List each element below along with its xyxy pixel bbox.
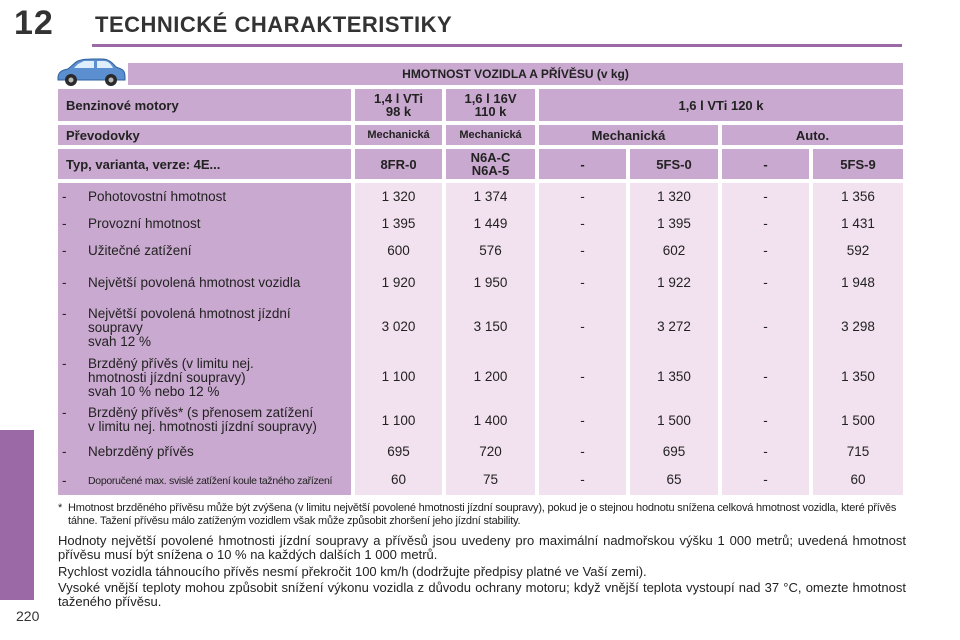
table-cell: 3 150 [473, 319, 508, 334]
gearbox-header: Mechanická [539, 125, 718, 145]
type-header: - [539, 149, 626, 179]
table-cell: - [580, 216, 585, 231]
table-row-label: - Nebrzděný přívěs [62, 444, 194, 459]
footnote [58, 502, 906, 528]
chapter-title: TECHNICKÉ CHARAKTERISTIKY [95, 12, 453, 37]
table-cell: 1 356 [841, 189, 875, 204]
table-row-label: - Užitečné zatížení [62, 243, 192, 258]
engine-header: 1,6 l VTi 120 k [539, 89, 903, 121]
table-cell: 1 100 [381, 413, 416, 428]
table-cell: - [763, 319, 768, 334]
table-row-label: - Brzděný přívěs* (s přenosem zatížení v limitu nej. hmotnosti jízdní soupravy) [62, 405, 317, 434]
table-cell: 1 320 [657, 189, 691, 204]
car-icon [54, 56, 126, 88]
table-cell: - [580, 472, 585, 487]
type-header: - [722, 149, 809, 179]
table-cell: 1 350 [841, 369, 875, 384]
table-cell: 60 [390, 472, 407, 487]
footnote-text: Hmotnost brzděného přívěsu může být zvýšena (v limitu největší povolené hmotnosti jízdní soupravy), pokud je o stejnou hodnotu snížena celková hmotnost vozidla, které přívěs táhne. Tažení přívěsu málo zatíženým vozidlem však může způsobit zhoršení jeho jízdní stability. [68, 502, 897, 527]
table-cell: - [763, 444, 768, 459]
table-cell: 60 [850, 472, 866, 487]
table-cell: 1 400 [473, 413, 508, 428]
table-cell: - [763, 369, 768, 384]
engines-label: Benzinové motory [58, 89, 351, 121]
page-number: 220 [16, 608, 40, 624]
table-cell: 695 [387, 444, 410, 459]
table-cell: 3 272 [657, 319, 691, 334]
gearbox-header: Mechanická [355, 125, 442, 145]
type-header: 5FS-9 [813, 149, 903, 179]
table-row-label: - Provozní hmotnost [62, 216, 201, 231]
type-header: 5FS-0 [630, 149, 718, 179]
table-cell: - [763, 216, 768, 231]
type-header: N6A-C N6A-5 [446, 149, 535, 179]
table-cell: 65 [666, 472, 682, 487]
table-cell: - [763, 275, 768, 290]
table-cell: - [580, 369, 585, 384]
table-cell: 602 [662, 243, 686, 258]
table-cell: - [763, 413, 768, 428]
table-cell: 1 100 [381, 369, 416, 384]
table-cell: 1 395 [381, 216, 416, 231]
table-cell: 1 431 [841, 216, 875, 231]
table-cell: 75 [482, 472, 499, 487]
gearbox-header: Mechanická [446, 125, 535, 145]
paragraph-speed: Rychlost vozidla táhnoucího přívěs nesmí překročit 100 km/h (dodržujte předpisy platné ve Vaší zemi). [58, 564, 647, 579]
table-cell: 715 [846, 444, 870, 459]
table-cell: - [580, 243, 585, 258]
paragraph-altitude: Hodnoty největší povolené hmotnosti jízdní soupravy a přívěsů jsou uvedeny pro maximální nadmořskou výšku 1 000 metrů; uvedená hmotnost přívěsu musí být snížena o 10 % na každých dalších 1 000 metrů. [58, 533, 906, 562]
table-cell: - [580, 413, 585, 428]
table-cell: 1 449 [473, 216, 508, 231]
chapter-number: 12 [14, 4, 54, 42]
footnote-star: * [58, 502, 63, 514]
chapter-side-tab [0, 430, 34, 600]
table-row-label: - Brzděný přívěs (v limitu nej. hmotnosti jízdní soupravy) svah 10 % nebo 12 % [62, 356, 254, 399]
table-cell: - [763, 189, 768, 204]
table-title: HMOTNOST VOZIDLA A PŘÍVĚSU (v kg) [128, 63, 903, 85]
table-cell: 1 320 [381, 189, 416, 204]
table-cell: 695 [662, 444, 686, 459]
table-cell: 1 374 [473, 189, 508, 204]
engine-header: 1,4 l VTi 98 k [355, 89, 442, 121]
table-cell: 1 350 [657, 369, 691, 384]
type-header: 8FR-0 [355, 149, 442, 179]
table-cell: 1 395 [657, 216, 691, 231]
table-row-label: - Největší povolená hmotnost jízdní soupravy svah 12 % [62, 306, 291, 349]
table-cell: 1 920 [381, 275, 416, 290]
table-cell: - [580, 275, 585, 290]
gearbox-header: Auto. [722, 125, 903, 145]
table-cell: 1 948 [841, 275, 875, 290]
table-cell: - [580, 319, 585, 334]
table-row-label: - Doporučené max. svislé zatížení koule tažného zařízení [62, 473, 333, 488]
table-cell: 1 200 [473, 369, 508, 384]
paragraph-temperature: Vysoké vnější teploty mohou způsobit snížení výkonu vozidla z důvodu ochrany motoru; když vnější teplota vystoupí nad 37 °C, omezte hmotnost taženého přívěsu. [58, 580, 906, 609]
gearbox-label: Převodovky [58, 125, 351, 145]
table-cell: 1 950 [473, 275, 508, 290]
table-row-label: - Pohotovostní hmotnost [62, 189, 227, 204]
type-label: Typ, varianta, verze: 4E... [58, 149, 351, 179]
engine-header: 1,6 l 16V 110 k [446, 89, 535, 121]
table-cell: 1 922 [657, 275, 691, 290]
table-cell: - [763, 472, 768, 487]
table-cell: 720 [479, 444, 502, 459]
table-cell: - [580, 444, 585, 459]
table-cell: 592 [846, 243, 870, 258]
header-rule [92, 44, 902, 47]
table-cell: 600 [387, 243, 410, 258]
table-cell: 1 500 [841, 413, 875, 428]
table-row-label: - Největší povolená hmotnost vozidla [62, 275, 301, 290]
table-cell: 1 500 [657, 413, 691, 428]
table-cell: - [763, 243, 768, 258]
table-cell: 3 298 [841, 319, 875, 334]
table-cell: - [580, 189, 585, 204]
table-cell: 3 020 [381, 319, 416, 334]
table-cell: 576 [479, 243, 502, 258]
